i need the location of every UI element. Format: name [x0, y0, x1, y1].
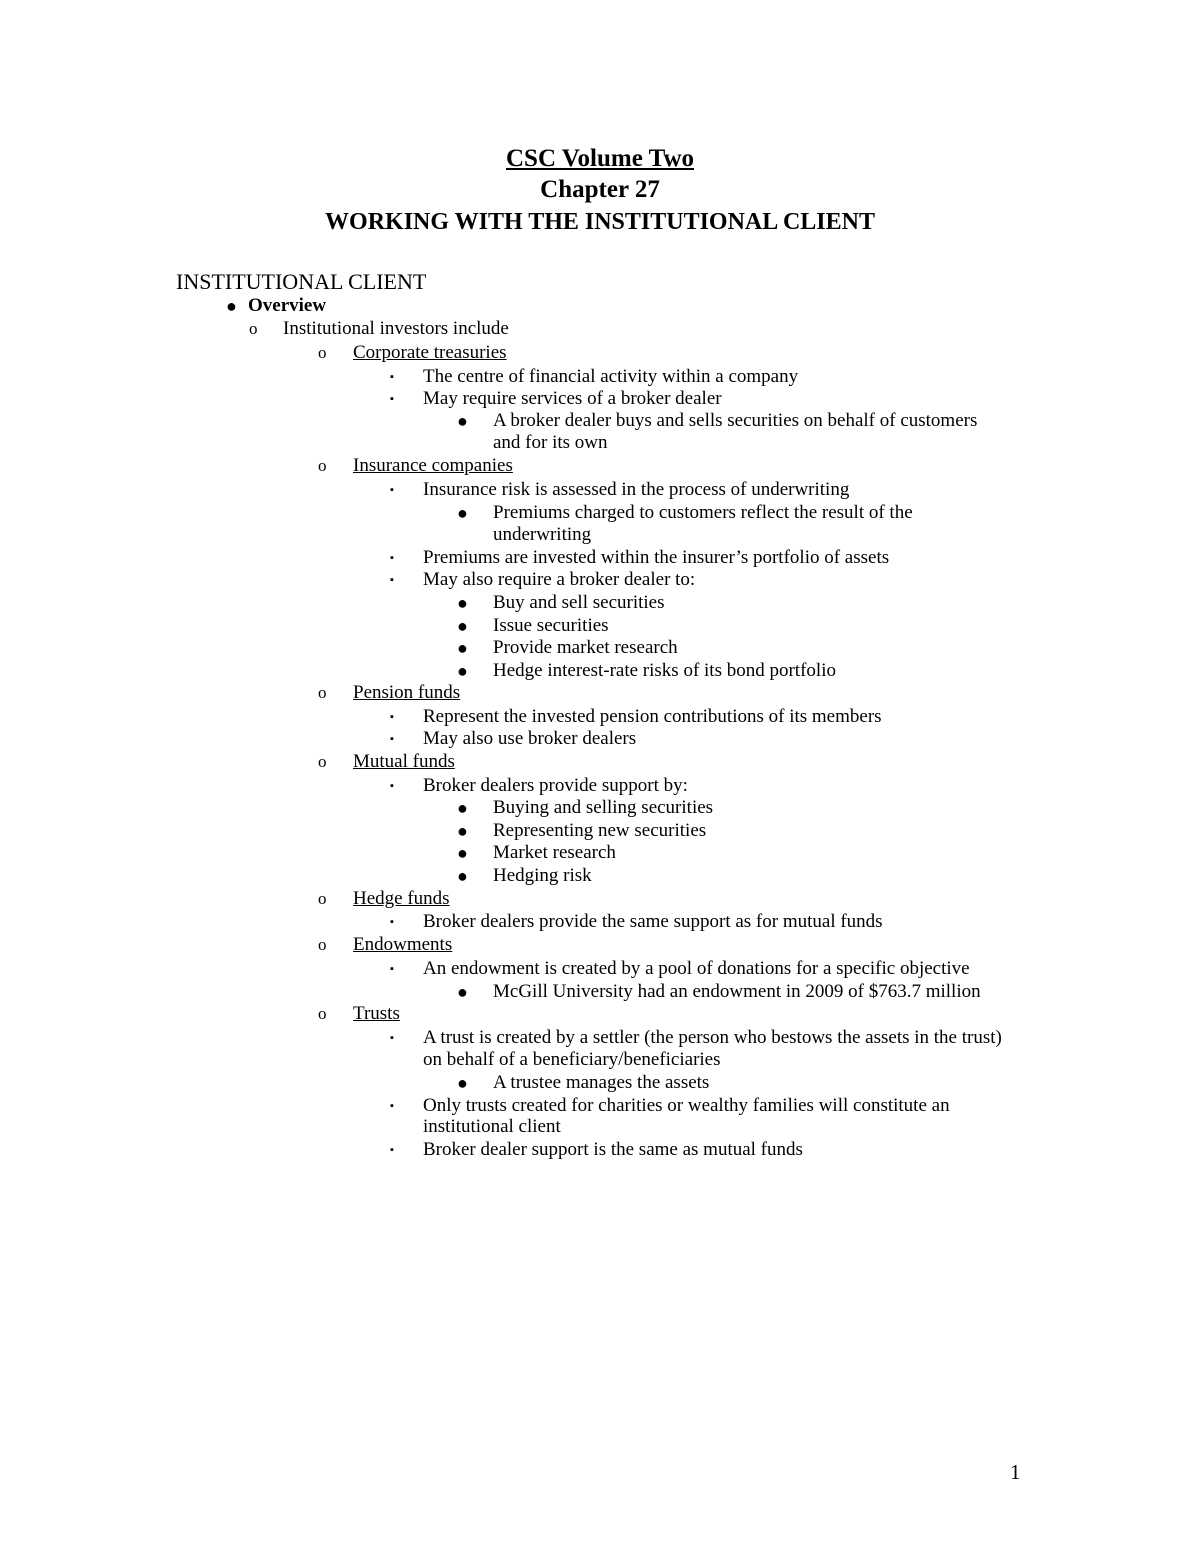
category-insurance-companies: [318, 455, 513, 477]
circle-marker: o: [318, 935, 327, 954]
category-pension-funds: [318, 682, 461, 704]
point-text: Broker dealers provide support by:: [423, 775, 688, 796]
sub-point-text: Buying and selling securities: [493, 797, 714, 818]
square-marker: ▪: [390, 1032, 394, 1044]
point-item: [390, 1027, 1002, 1049]
bullet-marker: ●: [457, 503, 468, 523]
point-text: May also require a broker dealer to:: [423, 569, 696, 590]
circle-marker: o: [249, 319, 258, 338]
sub-point-item: [457, 981, 981, 1003]
sub-point-continuation: and for its own: [493, 432, 608, 453]
sub-point-text: Buy and sell securities: [493, 592, 665, 613]
sub-point-item: [457, 865, 592, 887]
sub-point-item: [457, 592, 665, 614]
bullet-marker: ●: [457, 616, 468, 636]
bullet-marker: ●: [457, 821, 468, 841]
point-text: Broker dealers provide the same support as for mutual funds: [423, 911, 883, 932]
sub-point-text: Issue securities: [493, 615, 609, 636]
circle-marker: o: [318, 456, 327, 475]
point-item: [390, 388, 722, 410]
sub-point-text: Provide market research: [493, 637, 678, 658]
bullet-marker: ●: [457, 661, 468, 681]
point-item: [390, 366, 799, 388]
sub-point-item: [457, 615, 609, 637]
square-marker: ▪: [390, 963, 394, 975]
circle-marker: o: [318, 683, 327, 702]
circle-marker: o: [318, 889, 327, 908]
point-item: [390, 479, 850, 501]
category-corporate-treasuries: [318, 342, 507, 364]
point-text: Insurance risk is assessed in the process of underwriting: [423, 479, 850, 500]
point-item: [390, 728, 637, 750]
sub-point-text: Market research: [493, 842, 616, 863]
document-title: CSC Volume Two: [505, 145, 694, 172]
point-item: [390, 547, 890, 569]
bullet-marker: ●: [457, 982, 468, 1002]
point-continuation: on behalf of a beneficiary/beneficiaries: [423, 1049, 721, 1070]
section-heading: INSTITUTIONAL CLIENT: [176, 269, 427, 294]
chapter-heading: Chapter 27: [540, 176, 660, 203]
sub-point-text: Representing new securities: [493, 820, 707, 841]
sub-point-item: [457, 797, 714, 819]
sub-point-item: [457, 410, 978, 432]
overview-label: Overview: [248, 295, 327, 316]
category-label: Hedge funds: [353, 888, 450, 909]
page-number: 1: [1010, 1460, 1021, 1484]
intro-item: [249, 318, 509, 340]
category-label: Mutual funds: [353, 751, 455, 772]
point-text: May require services of a broker dealer: [423, 388, 722, 409]
square-marker: ▪: [390, 711, 394, 723]
point-text: Broker dealer support is the same as mutual funds: [423, 1139, 803, 1160]
sub-point-item: [457, 820, 707, 842]
square-marker: ▪: [390, 484, 394, 496]
square-marker: ▪: [390, 371, 394, 383]
category-label: Endowments: [353, 934, 453, 955]
sub-point-item: [457, 1072, 710, 1094]
circle-marker: o: [318, 1004, 327, 1023]
sub-point-item: [457, 660, 836, 682]
sub-point-text: Hedge interest-rate risks of its bond portfolio: [493, 660, 836, 681]
square-marker: ▪: [390, 1100, 394, 1112]
sub-point-text: Premiums charged to customers reflect the result of the: [493, 502, 913, 523]
sub-point-item: [457, 502, 913, 524]
square-marker: ▪: [390, 552, 394, 564]
square-marker: ▪: [390, 1144, 394, 1156]
category-mutual-funds: [318, 751, 455, 773]
point-text: The centre of financial activity within a company: [423, 366, 799, 387]
point-text: May also use broker dealers: [423, 728, 637, 749]
circle-marker: o: [318, 343, 327, 362]
square-marker: ▪: [390, 393, 394, 405]
category-trusts: [318, 1003, 400, 1025]
overview-item: [226, 295, 327, 317]
bullet-marker: ●: [457, 843, 468, 863]
document-title-block: [0, 143, 1200, 238]
point-text: A trust is created by a settler (the person who bestows the assets in the trust): [423, 1027, 1002, 1048]
point-continuation: institutional client: [423, 1116, 561, 1137]
point-text: An endowment is created by a pool of donations for a specific objective: [423, 958, 970, 979]
point-text: Represent the invested pension contributions of its members: [423, 706, 882, 727]
sub-point-item: [457, 842, 616, 864]
bullet-marker: ●: [457, 593, 468, 613]
category-label: Pension funds: [353, 682, 461, 703]
point-item: [390, 1139, 803, 1161]
sub-point-text: A trustee manages the assets: [493, 1072, 710, 1093]
bullet-marker: ●: [457, 1073, 468, 1093]
sub-point-item: [457, 637, 678, 659]
point-item: [390, 775, 688, 797]
chapter-subtitle: WORKING WITH THE INSTITUTIONAL CLIENT: [325, 209, 875, 235]
category-label: Insurance companies: [353, 455, 513, 476]
category-endowments: [318, 934, 453, 956]
category-label: Corporate treasuries: [353, 342, 507, 363]
bullet-marker: ●: [457, 411, 468, 431]
point-item: [390, 911, 883, 933]
sub-point-continuation: underwriting: [493, 524, 592, 545]
point-text: Premiums are invested within the insurer’s portfolio of assets: [423, 547, 890, 568]
square-marker: ▪: [390, 780, 394, 792]
circle-marker: o: [318, 752, 327, 771]
square-marker: ▪: [390, 574, 394, 586]
point-item: [390, 958, 970, 980]
category-hedge-funds: [318, 888, 450, 910]
bullet-marker: ●: [457, 638, 468, 658]
square-marker: ▪: [390, 733, 394, 745]
square-marker: ▪: [390, 916, 394, 928]
point-text: Only trusts created for charities or wealthy families will constitute an: [423, 1095, 950, 1116]
point-item: [390, 569, 696, 591]
point-item: [390, 706, 882, 728]
bullet-marker: ●: [457, 866, 468, 886]
intro-text: Institutional investors include: [283, 318, 509, 339]
sub-point-text: Hedging risk: [493, 865, 592, 886]
category-label: Trusts: [353, 1003, 400, 1024]
sub-point-text: McGill University had an endowment in 2009 of $763.7 million: [493, 981, 981, 1002]
point-item: [390, 1095, 950, 1117]
bullet-marker: ●: [457, 798, 468, 818]
sub-point-text: A broker dealer buys and sells securities on behalf of customers: [493, 410, 978, 431]
bullet-marker: ●: [226, 296, 237, 316]
